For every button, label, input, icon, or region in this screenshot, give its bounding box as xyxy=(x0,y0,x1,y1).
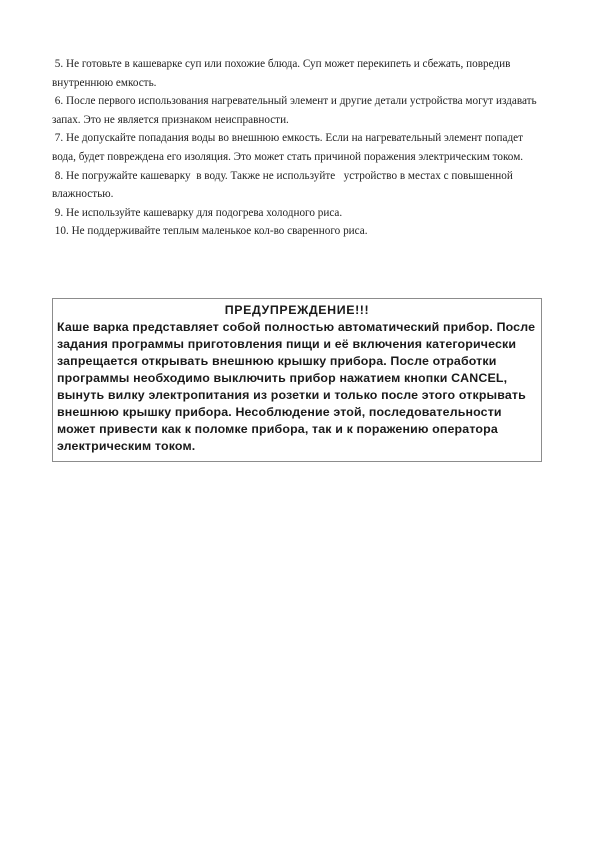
instruction-item-5: 5. Не готовьте в кашеварке суп или похожие блюда. Суп может перекипеть и сбежать, повредив внутреннюю емкость. xyxy=(52,58,514,89)
warning-box xyxy=(52,298,542,462)
instruction-item-10: 10. Не поддерживайте теплым маленькое кол-во сваренного риса. xyxy=(52,225,368,238)
instruction-item-9: 9. Не используйте кашеварку для подогрева холодного риса. xyxy=(52,206,343,219)
warning-title: ПРЕДУПРЕЖДЕНИЕ!!! xyxy=(224,303,370,317)
instruction-item-7: 7. Не допускайте попадания воды во внешнюю емкость. Если на нагревательный элемент попадет вода, будет повреждена его изоляция. Это может стать причиной поражения электрическим током. xyxy=(52,132,526,163)
warning-body: Каше варка представляет собой полностью автоматический прибор. После задания программы приготовления пищи и её включения категорически запрещается открывать внешнюю крышку прибора. После отработки программы необходимо выключить прибор нажатием кнопки CANCEL, вынуть вилку электропитания из розетки и только после этого открывать внешнюю крышку прибора. Несоблюдение этой, последовательности может привести как к поломке прибора, так и к поражению оператора электрическим током. xyxy=(57,320,536,453)
instruction-item-8: 8. Не погружайте кашеварку в воду. Также не используйте устройство в местах с повышенной влажностью. xyxy=(52,169,516,201)
instruction-item-6: 6. После первого использования нагревательный элемент и другие детали устройства могут издавать запах. Это не является признаком неисправности. xyxy=(52,95,540,126)
instructions-list xyxy=(52,55,547,241)
